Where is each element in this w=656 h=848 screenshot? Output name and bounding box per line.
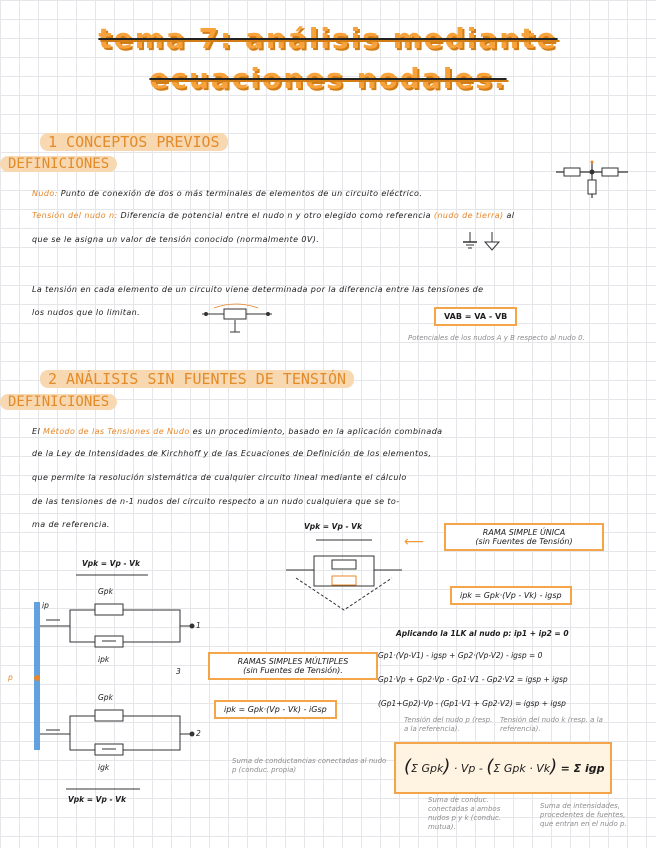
final-eq: = Σ igp [560,762,605,775]
def-tension: Tensión del nudo n: Diferencia de potencial entre el nudo n y otro elegido como referencia (nudo de tierra) al [32,211,515,220]
single-branch-diagram [286,538,402,612]
rama-unica-box: RAMA SIMPLE ÚNICA (sin Fuentes de Tensión) [444,523,604,551]
note-conduc-mutua: Suma de conduc. conectadas a ambos nudos p y k (conduc. mutua). [428,796,502,831]
arrow-top-left-icon [76,572,148,578]
node-symbol-icon [556,158,628,204]
section1-heading: 1 CONCEPTOS PREVIOS [40,133,228,151]
note-tension-k: Tensión del nudo k (resp. a la referencia). [500,716,603,733]
method-line4: de las tensiones de n-1 nudos del circuito respecto a un nudo cualquiera que se to- [32,497,400,506]
method-line5: ma de referencia. [32,520,110,529]
vab-note: Potenciales de los nudos A y B respecto al nudo 0. [408,334,585,342]
def-nudo: Nudo: Punto de conexión de dos o más terminales de elementos de un circuito eléctrico. [32,189,423,198]
g-upper-label: Gpk [98,587,113,596]
para-tension-line2: los nudos que lo limitan. [32,308,141,317]
ground-symbols-icon [462,232,502,254]
section2-subheading: DEFINICIONES [0,394,117,410]
i-upper-label: ipk [98,655,110,664]
eq-3: (Gp1+Gp2)·Vp - (Gp1·V1 + Gp2·V2) = igsp + igsp [378,699,566,708]
arrow-left-icon: ⟵ [404,534,425,550]
page-title-line1: tema 7: análisis mediante [98,22,558,55]
vpk-bottom-label: Vpk = Vp - Vk [68,795,126,804]
resistor-element-icon [200,298,274,338]
final-sum2: Σ Gpk · Vk [493,762,551,775]
final-formula-box: (Σ Gpk) · Vp - (Σ Gpk · Vk) = Σ igp [394,742,612,794]
ipk-unica-box: ipk = Gpk·(Vp - Vk) - igsp [450,586,572,605]
node-1-label: 1 [196,621,201,630]
lk-head: Aplicando la 1LK al nudo p: ip1 + ip2 = 0 [396,629,569,638]
section1-subheading: DEFINICIONES [0,156,117,172]
note-conductancia-propia: Suma de conductancias conectadas al nudo p (conduc. propia) [232,757,387,774]
method-line3: que permite la resolución sistemática de cualquier circuito lineal mediante el cálculo [32,473,407,482]
node-3-label: 3 [176,667,181,676]
vab-formula-box: VAB = VA - VB [434,307,517,326]
method-line1: El Método de las Tensiones de Nudo es un procedimiento, basado en la aplicación combinada [32,427,443,436]
node-2-label: 2 [196,729,201,738]
i-lower-label: igk [98,763,110,772]
ipk-mult-box: ipk = Gpk·(Vp - Vk) - iGsp [214,700,337,719]
eq-2: Gp1·Vp + Gp2·Vp - Gp1·V1 - Gp2·V2 = igsp + igsp [378,675,568,684]
note-tension-p: Tensión del nudo p (resp. a la referencia). [404,716,493,733]
rama-multiple-box: RAMAS SIMPLES MÚLTIPLES (sin Fuentes de Tensión). [208,652,378,680]
eq-1: Gp1·(Vp-V1) - igsp + Gp2·(Vp-V2) - igsp = 0 [378,651,543,660]
i-left-label: ip [42,601,49,610]
section2-heading: 2 ANÁLISIS SIN FUENTES DE TENSIÓN [40,370,354,388]
def-tension-line2: que se le asigna un valor de tensión conocido (normalmente 0V). [32,235,320,244]
para-tension-line1: La tensión en cada elemento de un circuito viene determinada por la diferencia entre las tensiones de [32,285,484,294]
g-lower-label: Gpk [98,693,113,702]
note-intensidades: Suma de intensidades, procedentes de fuentes, que entran en el nudo p. [540,802,627,828]
vpk-top-label: Vpk = Vp - Vk [304,522,362,531]
vpk-left-label: Vpk = Vp - Vk [82,559,140,568]
method-line2: de la Ley de Intensidades de Kirchhoff y de las Ecuaciones de Definición de los elementos, [32,449,432,458]
page-title-line2: ecuaciones nodales. [149,62,507,95]
node-p-label: p [8,673,13,682]
final-sum1: Σ Gpk [411,762,444,775]
final-vp: · Vp - [453,762,483,775]
